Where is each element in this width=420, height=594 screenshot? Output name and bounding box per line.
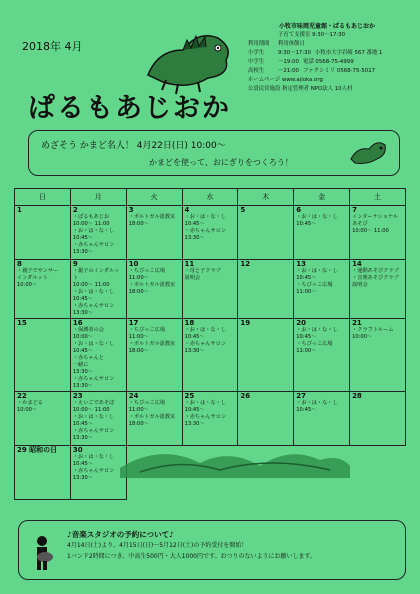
day-events: ・お・は・な・し 10:45〜 ・ちびっこ広場 11:00〜 xyxy=(296,268,338,295)
day-events: ・お・は・な・し 10:45〜 ・赤ちゃんサロン 13:30〜 xyxy=(72,454,115,481)
calendar-day xyxy=(15,392,71,446)
calendar-week xyxy=(15,206,406,260)
calendar-day xyxy=(350,446,406,500)
weekday-label: 金 xyxy=(294,189,350,206)
day-events: ・保護者の会 10:00〜 ・お・は・な・し 10:45〜 ・赤ちゃんと 一緒に 13:30〜 ・赤ちゃんサロン 13:30〜 xyxy=(72,327,115,389)
day-number: 23 xyxy=(72,392,83,400)
day-events: ・かまどる 10:00〜 xyxy=(17,400,43,413)
day-events: ・親子のインダルット 10:00〜 11:00 ・お・は・な・し 10:45〜 ・赤ちゃんサロン 13:30〜 xyxy=(72,268,120,316)
day-events: ・お・は・な・し 10:45〜 xyxy=(296,214,338,227)
studio-notice xyxy=(18,520,406,580)
weekday-header xyxy=(15,189,406,206)
calendar-day xyxy=(294,206,350,260)
page-title: ぱるもあじおか xyxy=(28,93,231,124)
calendar-day xyxy=(350,260,406,319)
day-events: ・親子でサンサー インダルット 10:00〜 xyxy=(17,268,59,288)
calendar-day xyxy=(350,392,406,446)
calendar-day xyxy=(238,319,294,392)
info-row: 利用期間 利用休館日 xyxy=(248,41,305,47)
facility-info xyxy=(248,22,406,114)
day-number: 24 xyxy=(128,392,139,400)
day-number: 4 xyxy=(184,206,190,214)
calendar-day xyxy=(70,319,126,392)
day-number: 13 xyxy=(296,260,306,268)
operator: 公設民営施設 指定管理者 NPO法人 10人村 xyxy=(248,86,353,92)
day-number: 14 xyxy=(352,260,362,268)
day-number: 9 xyxy=(72,260,78,268)
calendar-day xyxy=(294,319,350,392)
weekday-label: 土 xyxy=(350,189,406,206)
day-events: ・ちびっこ広場 11:00〜 ・ボルトガル語教室 18:00〜 xyxy=(128,268,176,295)
day-number: 17 xyxy=(128,319,139,327)
day-events: ・ちびっこ広場 11:00〜 ・ボルトガル語教室 18:00〜 xyxy=(128,400,176,427)
day-events: インターナショナル あそび 10:00〜 11:00 xyxy=(352,214,399,234)
day-events: ・運動あそびクラブ ・音楽あそびクラブ 説明会 xyxy=(352,268,399,288)
day-number: 10 xyxy=(128,260,139,268)
day-number: 8 xyxy=(17,260,22,268)
day-number: 22 xyxy=(17,392,27,400)
day-number: 6 xyxy=(296,206,302,214)
event-title: めざそう かまど名人！ 4月22日(日) 10:00〜 xyxy=(41,141,226,151)
dragon-mini-icon xyxy=(347,135,389,169)
calendar-day xyxy=(350,206,406,260)
calendar-day xyxy=(15,446,71,500)
calendar-day xyxy=(70,392,126,446)
day-number: 30 xyxy=(72,446,83,454)
calendar-day xyxy=(70,446,126,500)
day-number: 19 xyxy=(240,319,251,327)
info-row: 中学生 〜19:00 電話 0568-75-4999 xyxy=(248,59,354,65)
day-events: ・お・は・な・し 10:45〜 ・赤ちゃんサロン 13:30〜 xyxy=(184,214,227,241)
calendar-day xyxy=(182,260,238,319)
day-events: ・ボルトガル語教室 18:00〜 xyxy=(128,214,176,227)
day-events: ・母と子クラブ 説明会 xyxy=(184,268,221,281)
month-label: 2018年 4月 xyxy=(22,40,83,53)
featured-event xyxy=(28,130,400,176)
info-row: 子育て支援室 9:30〜17:30 xyxy=(278,32,346,38)
day-events: ・えいごであそぼ 10:00〜 11:00 ・お・は・な・し 10:45〜 ・赤ちゃんサロン 13:30〜 xyxy=(72,400,115,441)
event-subtitle: かまどを使って、おにぎりをつくろう！ xyxy=(149,158,293,167)
calendar-day xyxy=(70,206,126,260)
calendar-week xyxy=(15,319,406,392)
weekday-label: 日 xyxy=(15,189,71,206)
calendar-day xyxy=(70,260,126,319)
day-number: 27 xyxy=(296,392,306,400)
day-number: 7 xyxy=(352,206,357,214)
info-row: 小学生 9:30〜17:30 小牧市大字岩崎 567 番地 1 xyxy=(248,50,383,56)
day-number: 12 xyxy=(240,260,251,268)
day-events: ・お・は・な・し 10:45〜 ・赤ちゃんサロン 13:30〜 xyxy=(184,327,227,354)
day-number: 18 xyxy=(184,319,195,327)
day-number: 3 xyxy=(128,206,134,214)
day-number: 15 xyxy=(17,319,27,327)
calendar-day xyxy=(15,260,71,319)
day-number: 29 昭和の日 xyxy=(17,446,58,454)
calendar-day xyxy=(126,319,182,392)
calendar-week xyxy=(15,260,406,319)
day-events: ・お・は・な・し 10:45〜 xyxy=(296,400,338,413)
org-name: 小牧市味岡児童館・ぱるもあじおか xyxy=(278,23,375,30)
calendar-day xyxy=(350,319,406,392)
day-number: 28 xyxy=(352,392,362,400)
day-number: 25 xyxy=(184,392,195,400)
weekday-label: 火 xyxy=(126,189,182,206)
notice-line: 4月14日(土)より、4月15日(日)〜5月12日(土)の予約受付を開始！ xyxy=(67,542,248,549)
calendar-day xyxy=(182,206,238,260)
weekday-label: 木 xyxy=(238,189,294,206)
day-number: 16 xyxy=(72,319,83,327)
notice-title: ♪音楽スタジオの予約について♪ xyxy=(67,530,174,539)
leaf-decoration-icon xyxy=(120,438,350,478)
day-number: 11 xyxy=(184,260,195,268)
notice-line: 1バンド2時間につき、中高生500円・大人1000円です。おつりのないようにお願いします。 xyxy=(67,553,316,560)
calendar-day xyxy=(238,206,294,260)
weekday-label: 月 xyxy=(70,189,126,206)
day-events: ・ぱるもあじお 10:00〜 11:00 ・お・は・な・し 10:45〜 ・赤ちゃんサロン 13:30〜 xyxy=(72,214,115,255)
guitar-player-icon xyxy=(27,535,57,571)
calendar-day xyxy=(126,206,182,260)
day-number: 20 xyxy=(296,319,306,327)
day-number: 2 xyxy=(72,206,78,214)
day-number: 21 xyxy=(352,319,362,327)
calendar-day xyxy=(15,319,71,392)
day-number: 26 xyxy=(240,392,251,400)
calendar-day xyxy=(182,319,238,392)
weekday-label: 水 xyxy=(182,189,238,206)
day-events: ・クラフトルーム 10:00〜 xyxy=(352,327,394,340)
day-events: ・お・は・な・し 10:45〜 ・赤ちゃんサロン 13:30〜 xyxy=(184,400,227,427)
calendar-day xyxy=(15,206,71,260)
day-number: 1 xyxy=(17,206,22,214)
day-events: ・お・は・な・し 10:45〜 ・ちびっこ広場 11:00〜 xyxy=(296,327,338,354)
day-number: 5 xyxy=(240,206,246,214)
day-events: ・ちびっこ広場 11:00〜 ・ボルトガル語教室 18:00〜 xyxy=(128,327,176,354)
website: ホームページ www.ajioka.org xyxy=(248,77,323,83)
calendar-day xyxy=(294,260,350,319)
calendar-day xyxy=(238,260,294,319)
info-row: 高校生 〜21:00 ファクシミリ 0568-75-5017 xyxy=(248,68,376,74)
calendar-day xyxy=(126,260,182,319)
